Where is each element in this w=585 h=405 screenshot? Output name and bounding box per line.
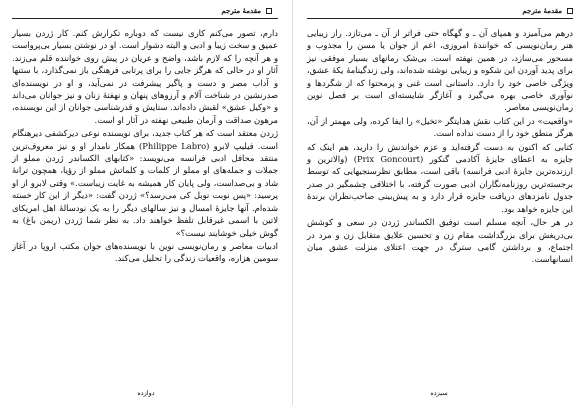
page-header — [307, 4, 573, 19]
page-body — [307, 27, 573, 266]
square-bullet-icon — [266, 8, 272, 14]
page-number: دوازده — [137, 389, 155, 397]
paragraph: ژردن معتقد است که هر کتاب جدید، برای نویسنده نوعی دیرکشفی دیرهنگام است. فیلیپ لابرو (Philippe Labro) همکار نامدار او و نیز معروف‌ترین منتقد محافل ادبی فرانسه می‌نویسد: «کتابهای الکساندر ژردن مملو از جملات و جمله‌های او مملو از کلمات و کلماتش مملو از رؤیا، همچون ترانهٔ شاد و بی‌صداست، ولی پایان کار همیشه به غایت زیباست.» وقتی لابرو از او پرسید: «پس نوبت نوبل کی می‌رسد؟» ژردن گفت: «دیگر از این کار خسته شده‌ام. آنها جایزهٔ امسال و نیز سالهای دیگر را به یک نودسالهٔ اهل امریکای لاتین با اسمی غیرقابل تلفظ خواهند داد. به نظر شما ژردن (ریمن باغ) به گوش خیلی خوشایند نیست؟» — [12, 128, 278, 238]
paragraph: در هر حال، آنچه مسلم است توفیق الکساندر ژردن در سعی و کوشش بی‌دریغش برای بزرگداشت مقام زن و تحسین علایق متقابل زن و مرد در اجتماع، و برداشتن گامی سترگ در جهت اعتلای منزلت عشق میان انسانهاست. — [307, 217, 573, 265]
paragraph: ادبیات معاصر و رمان‌نویسی نوین با نویسنده‌های جوان مکتب اروپا در آغاز سومین هزاره، واقعیات زندگی را تحلیل می‌کند. — [12, 240, 278, 264]
right-page — [293, 0, 585, 405]
paragraph: کتابی که اکنون به دست گرفته‌اید و عزم خواندنش را دارید، هم اینک که جایزه به اعطای جایزهٔ آکادمی گنکور (Prix Goncourt) (والاترین و ارزنده‌ترین جایزهٔ ادبی فرانسه) باقی است، مطابق نظرسنجیهایی که توسط برجسته‌ترین روزنامه‌نگاران ادبی صورت گرفته، با اختلافی چشمگیر در صدر جدول نامزدهای دریافت جایزه قرار دارد و به پیش‌بینی صاحب‌نظران برندهٔ این جایزه خواهد بود. — [307, 141, 573, 214]
paragraph: دارم، تصور می‌کنم کاری نیست که دوباره تکرارش کنم. کار ژردن بسیار عمیق و سخت زیبا و ادبی و البته دشوار است. او در نوشتن بسیار بی‌پرواست و هر آنچه را که لازم باشد، واضح و عریان در پیش روی خواننده قلم می‌زند. آثار او در حالی که هرگز جایی را برای پرتابی فرهنگی باز نمی‌گذارد، با ستنها و آداب مصر و دست و پاگیر پیشرفت در نمی‌آید، و او در نویسنده‌ای صدرنشین در شناخت آلام و آرزوهای پنهان و نهفتهٔ زنان و نیز جوانان می‌داند و «وکیل عشق» لقبش داده‌اند. ستایش و قدرشناسی جوانان از این نویسنده، مرهون صداقت و آرمان طبیعی نهفته در آثار او است. — [12, 28, 278, 125]
running-header-title: مقدمهٔ مترجم — [221, 6, 261, 15]
page-number: سیزده — [430, 389, 448, 397]
page-body — [12, 27, 278, 265]
square-bullet-icon — [567, 8, 573, 14]
paragraph: درهم می‌آمیزد و همپای آن ـ و گهگاه حتی فراتر از آن ـ می‌تازد. راز زیبایی هنر رمان‌نویسی که خوانندهٔ امروزی، اعم از جوان یا مسن را مجذوب و مسحور می‌سازد، در همین نهفته است. بی‌شک رمانهای بسیار موفقی نیز برای پدید آوردن این شکوه و زیبایی نوشته شده‌اند، ولی زندگینامهٔ یکهٔ عشق، ویژگی خاصی خود را دارد. داستانی است غنی و پرمحتوا که از شگردها و نوآوری خاصی بهره می‌گیرد و آغازگر شایسته‌ای است بر فصل نوین رمان‌نویسی معاصر. — [307, 28, 573, 113]
running-header-title: مقدمهٔ مترجم — [522, 6, 562, 15]
left-page — [0, 0, 292, 405]
paragraph: «واقعیت» در این کتاب نقش هدایتگر «تخیل» را ایفا کرده، ولی مهمتر از آن، هرگز منطق خود را از دست نداده است. — [307, 115, 573, 139]
page-header — [12, 4, 278, 19]
